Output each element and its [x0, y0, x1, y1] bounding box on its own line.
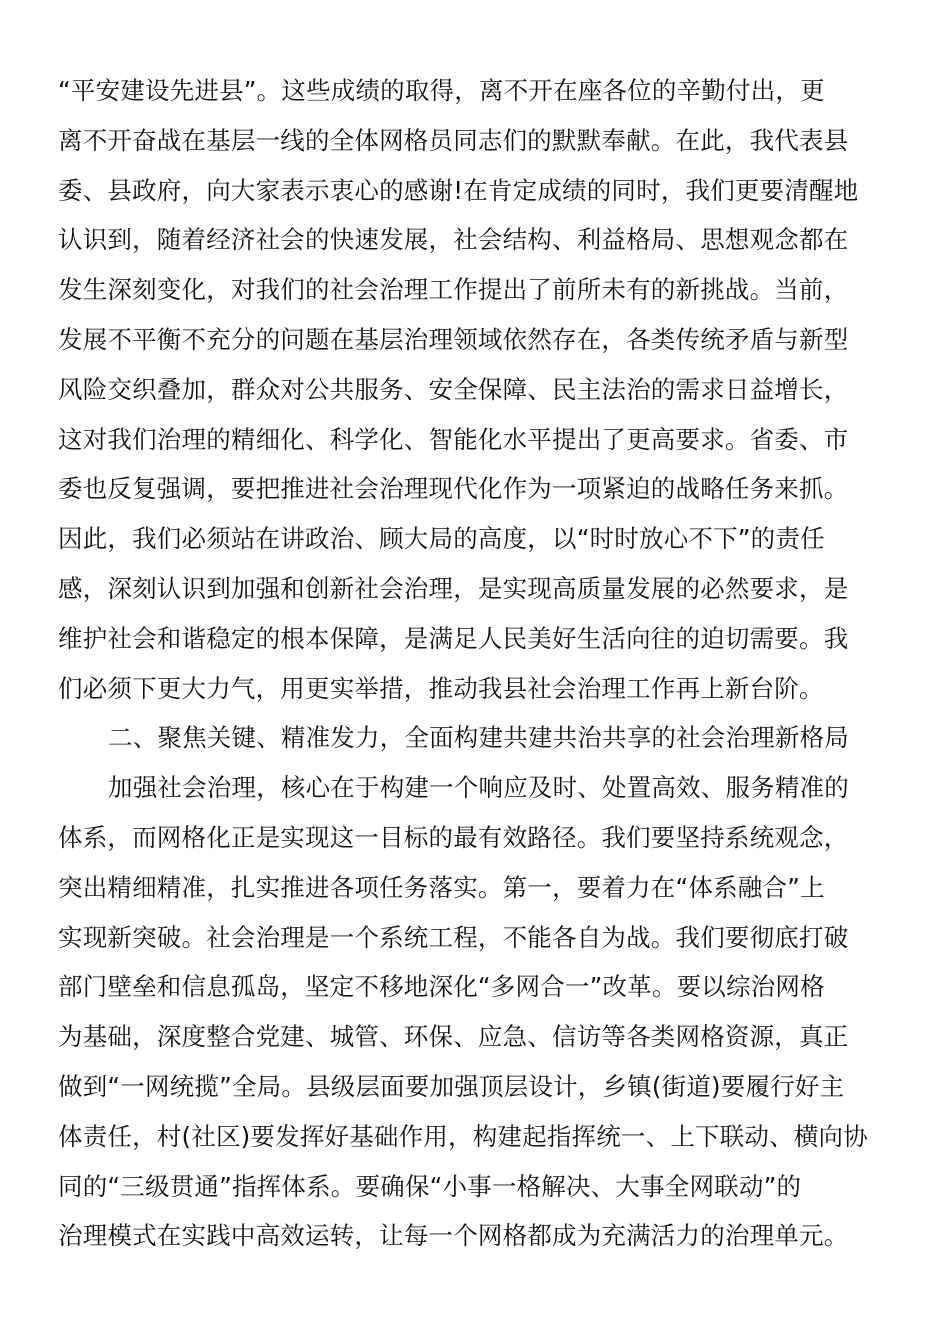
text-line: 突出精细精准，扎实推进各项任务落实。第一，要着力在“体系融合”上: [58, 872, 825, 902]
text-line: 发展不平衡不充分的问题在基层治理领域依然存在，各类传统矛盾与新型: [58, 324, 849, 354]
body-text: [58, 66, 893, 1261]
text-line: 认识到，随着经济社会的快速发展，社会结构、利益格局、思想观念都在: [58, 225, 849, 255]
paragraph-start-line: 加强社会治理，核心在于构建一个响应及时、处置高效、服务精准的: [108, 773, 849, 803]
text-line: 委也反复强调，要把推进社会治理现代化作为一项紧迫的战略任务来抓。: [58, 474, 849, 504]
text-line: 体责任，村(社区)要发挥好基础作用，构建起指挥统一、上下联动、横向协: [58, 1121, 868, 1151]
text-line: 离不开奋战在基层一线的全体网格员同志们的默默奉献。在此，我代表县: [58, 125, 849, 155]
text-line: 们必须下更大力气，用更实举措，推动我县社会治理工作再上新台阶。: [58, 673, 824, 703]
text-line: 风险交织叠加，群众对公共服务、安全保障、民主法治的需求日益增长，: [58, 374, 849, 404]
text-line: 同的“三级贯通”指挥体系。要确保“小事一格解决、大事全网联动”的: [58, 1171, 802, 1201]
text-line: “平安建设先进县”。这些成绩的取得，离不开在座各位的辛勤付出，更: [58, 76, 825, 105]
section-heading: 二、聚焦关键、精准发力，全面构建共建共治共享的社会治理新格局: [108, 723, 849, 753]
text-line: 为基础，深度整合党建、城管、环保、应急、信访等各类网格资源，真正: [58, 1022, 849, 1052]
text-line: 维护社会和谐稳定的根本保障，是满足人民美好生活向往的迫切需要。我: [58, 623, 849, 653]
text-line: 感，深刻认识到加强和创新社会治理，是实现高质量发展的必然要求，是: [58, 573, 849, 603]
text-line: 部门壁垒和信息孤岛，坚定不移地深化“多网合一”改革。要以综治网格: [58, 972, 825, 1002]
text-line: 委、县政府，向大家表示衷心的感谢!在肯定成绩的同时，我们更要清醒地: [58, 175, 859, 205]
text-line: 体系，而网格化正是实现这一目标的最有效路径。我们要坚持系统观念，: [58, 822, 849, 852]
text-line: 这对我们治理的精细化、科学化、智能化水平提出了更高要求。省委、市: [58, 424, 849, 454]
text-line: 因此，我们必须站在讲政治、顾大局的高度，以“时时放心不下”的责任: [58, 524, 825, 554]
text-line: 治理模式在实践中高效运转，让每一个网格都成为充满活力的治理单元。: [58, 1221, 849, 1251]
text-line: 做到“一网统揽”全局。县级层面要加强顶层设计，乡镇(街道)要履行好主: [58, 1071, 845, 1101]
text-line: 实现新突破。社会治理是一个系统工程，不能各自为战。我们要彻底打破: [58, 922, 849, 952]
text-line: 发生深刻变化，对我们的社会治理工作提出了前所未有的新挑战。当前，: [58, 275, 849, 305]
